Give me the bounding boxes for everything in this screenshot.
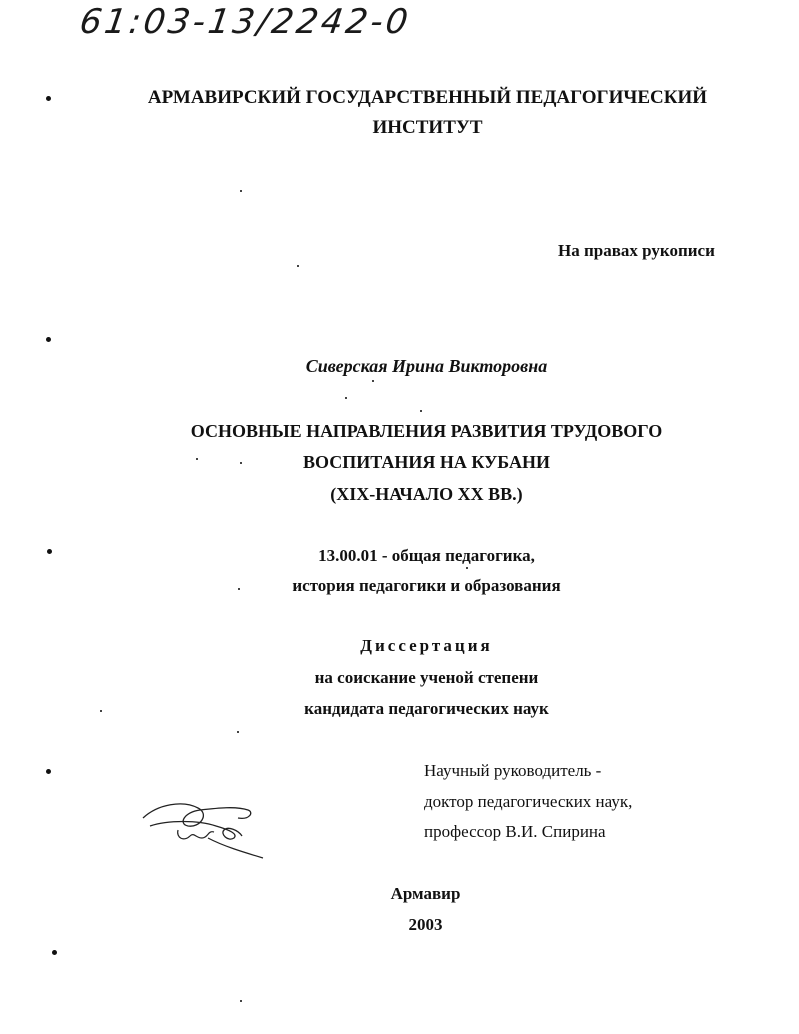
scan-speck [345,397,347,399]
rights-note: На правах рукописи [558,241,715,260]
work-type-heading: Диссертация [360,636,493,655]
city: Армавир [390,884,461,903]
title-line-3: (XIX-НАЧАЛО XX ВВ.) [330,484,523,504]
scan-speck [297,265,299,267]
scan-speck [466,567,468,569]
scan-speck [240,190,242,192]
title-line-2: ВОСПИТАНИЯ НА КУБАНИ [303,452,550,472]
scan-speck [420,410,422,412]
work-type-line-3: кандидата педагогических наук [304,699,549,718]
author-name: Сиверская Ирина Викторовна [305,356,548,376]
supervisor-line-3: профессор В.И. Спирина [424,822,606,841]
scan-speck [237,731,239,733]
supervisor-line-1: Научный руководитель - [424,761,602,780]
institution-line-1: АРМАВИРСКИЙ ГОСУДАРСТВЕННЫЙ ПЕДАГОГИЧЕСКИЙ [147,87,708,108]
title-line-1: ОСНОВНЫЕ НАПРАВЛЕНИЯ РАЗВИТИЯ ТРУДОВОГО [190,421,663,441]
scan-speck [372,380,374,382]
specialty-line-2: история педагогики и образования [292,576,561,595]
supervisor-line-2: доктор педагогических наук, [424,792,633,811]
institution-line-2: ИНСТИТУТ [372,117,483,138]
archive-code-handwritten: 61:03-13/2242-0 [77,2,414,42]
work-type-line-2: на соискание ученой степени [314,668,539,687]
margin-mark [52,950,57,955]
margin-mark [46,337,51,342]
scan-speck [240,1000,242,1002]
year: 2003 [408,915,443,934]
specialty-line-1: 13.00.01 - общая педагогика, [318,546,535,565]
signature [138,790,268,862]
margin-mark [46,769,51,774]
